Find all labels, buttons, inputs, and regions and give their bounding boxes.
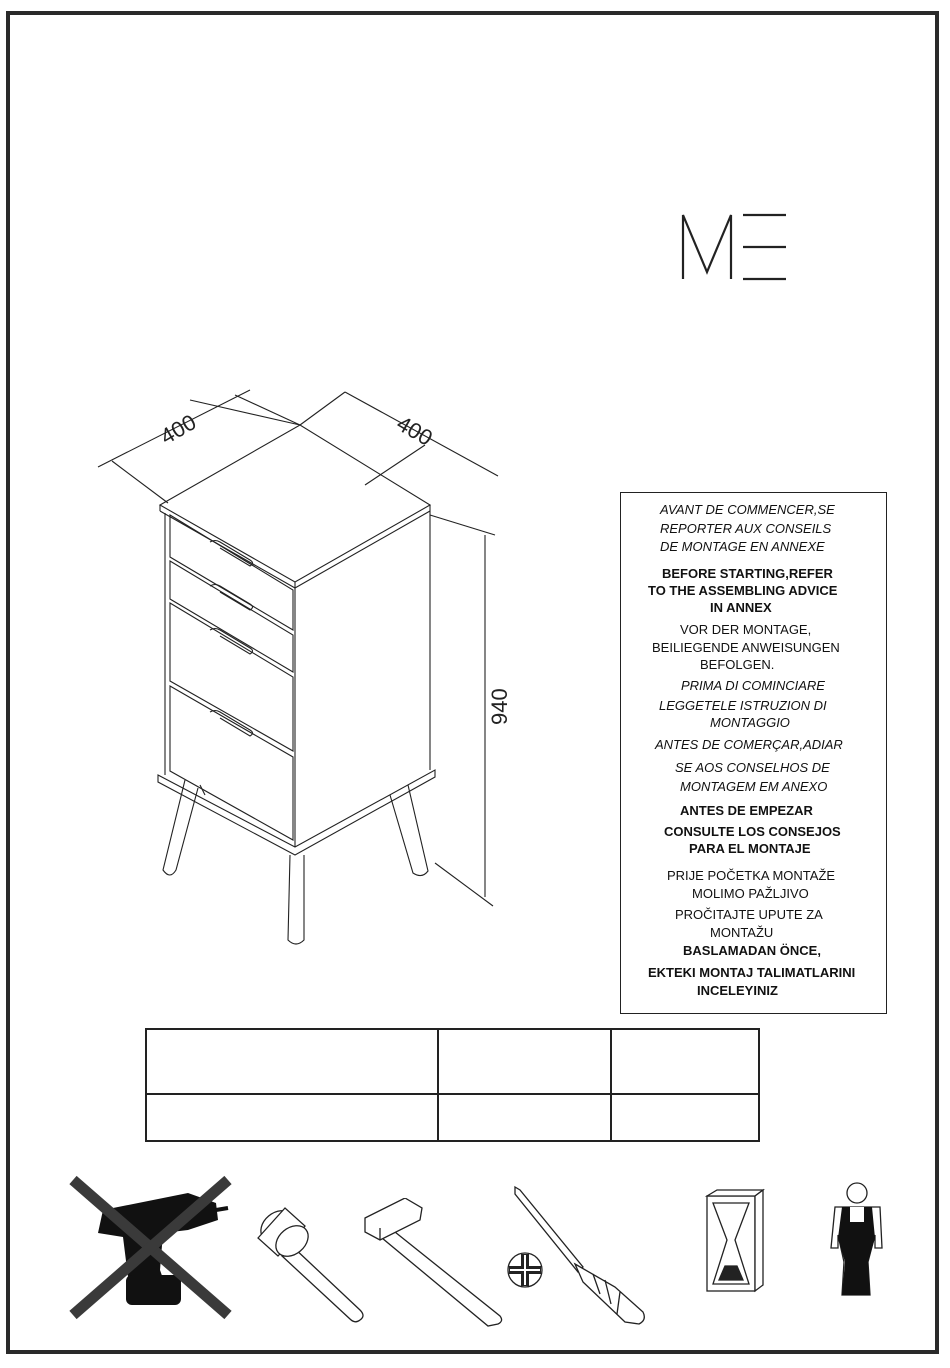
cabinet-drawing (90, 385, 520, 955)
notice-line: ANTES DE COMERÇAR,ADIAR (655, 737, 843, 752)
notice-line: BEILIEGENDE ANWEISUNGEN (652, 640, 840, 655)
hammer-icon (360, 1198, 510, 1328)
spec-table (145, 1028, 760, 1142)
table-column-divider (437, 1030, 439, 1140)
notice-line: MONTAGGIO (710, 715, 790, 730)
table-row-divider (147, 1093, 758, 1095)
notice-line: VOR DER MONTAGE, (680, 622, 812, 637)
notice-line: BEFOLGEN. (700, 657, 775, 672)
notice-line: MOLIMO PAŽLJIVO (692, 886, 809, 901)
notice-line: LEGGETELE ISTRUZION DI (659, 698, 827, 713)
assembly-notice (620, 492, 887, 1014)
hourglass-icon (705, 1188, 770, 1293)
width-dimension: 400 (392, 410, 437, 451)
table-column-divider (610, 1030, 612, 1140)
rubber-mallet-icon (250, 1198, 370, 1323)
notice-line: CONSULTE LOS CONSEJOS (664, 824, 841, 839)
tools-row (60, 1170, 900, 1335)
notice-line: MONTAŽU (710, 925, 774, 940)
height-dimension: 940 (487, 688, 512, 725)
notice-line: PRIMA DI COMINCIARE (681, 678, 825, 693)
notice-line: BASLAMADAN ÖNCE, (683, 943, 821, 958)
notice-line: AVANT DE COMMENCER,SE (660, 502, 835, 517)
person-icon (820, 1180, 890, 1300)
notice-line: PROČITAJTE UPUTE ZA (675, 907, 823, 922)
notice-line: ANTES DE EMPEZAR (680, 803, 813, 818)
depth-dimension: 400 (156, 409, 201, 450)
notice-line: PRIJE POČETKA MONTAŽE (667, 868, 836, 883)
brand-logo (680, 212, 788, 282)
notice-line: IN ANNEX (710, 600, 772, 615)
notice-line: PARA EL MONTAJE (689, 841, 811, 856)
phillips-screwdriver-icon (505, 1182, 650, 1327)
notice-line: REPORTER AUX CONSEILS (660, 521, 832, 536)
notice-line: SE AOS CONSELHOS DE (675, 760, 830, 775)
notice-line: BEFORE STARTING,REFER (662, 566, 833, 581)
notice-line: EKTEKI MONTAJ TALIMATLARINI (648, 965, 856, 980)
notice-line: INCELEYINIZ (697, 983, 778, 998)
notice-line: MONTAGEM EM ANEXO (680, 779, 828, 794)
notice-line: TO THE ASSEMBLING ADVICE (648, 583, 838, 598)
notice-line: DE MONTAGE EN ANNEXE (660, 539, 825, 554)
power-drill-prohibited-icon (68, 1175, 233, 1320)
